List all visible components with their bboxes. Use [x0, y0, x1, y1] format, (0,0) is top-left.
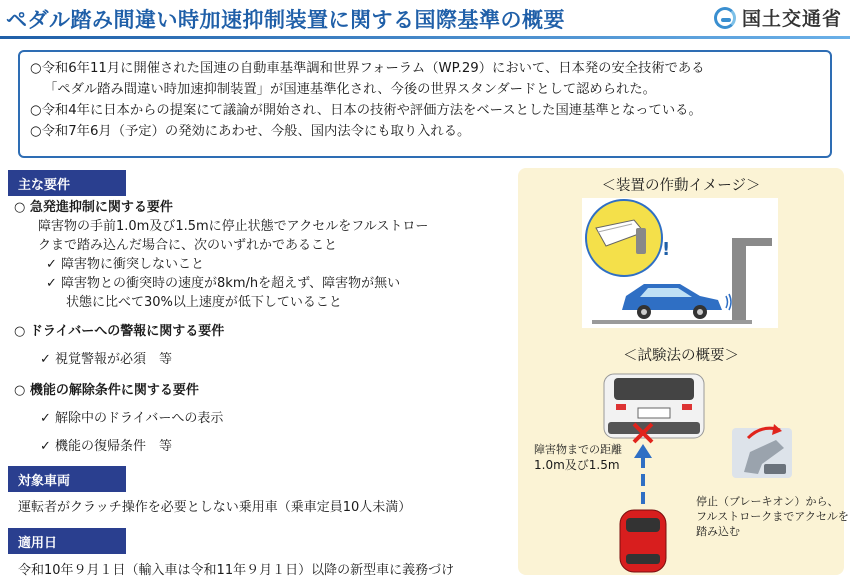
distance-label-1: 障害物までの距離 — [534, 443, 622, 456]
stop-instruction-1: 停止（ブレーキオン）から、 — [696, 495, 839, 508]
section-label-date: 適用日 — [8, 528, 126, 554]
summary-box — [18, 50, 832, 158]
summary-line-3: ○令和4年に日本からの提案にて議論が開始され、日本の技術や評価方法をベースとした国連基準となっている。 — [30, 103, 702, 118]
device-operation-illustration — [582, 198, 778, 328]
section-label-requirements: 主な要件 — [8, 170, 126, 196]
car-icon — [622, 284, 722, 319]
ministry-name: 国土交通省 — [741, 8, 842, 30]
requirement-1-desc-2: クまで踏み込んだ場合に、次のいずれかであること — [38, 238, 338, 253]
device-image-title: ＜装置の作動イメージ＞ — [601, 178, 761, 194]
ministry-logo-icon — [714, 7, 736, 29]
test-car-icon — [620, 510, 666, 572]
requirement-1-check-2: ✓ 障害物との衝突時の速度が8km/hを超えず、障害物が無い — [46, 276, 401, 291]
section-label-vehicles: 対象車両 — [8, 466, 126, 492]
sensor-wave-2 — [729, 294, 731, 310]
requirement-1-heading: ○ 急発進抑制に関する要件 — [14, 200, 173, 215]
warning-exclamation: ! — [662, 239, 671, 260]
ground-line — [592, 320, 752, 324]
stop-instruction-3: 踏み込む — [696, 525, 740, 538]
requirement-2-heading: ○ ドライバーへの警報に関する要件 — [14, 324, 225, 339]
summary-line-2: 「ペダル踏み間違い時加速抑制装置」が国連基準化され、今後の世界スタンダードとして認められた。 — [44, 82, 656, 97]
distance-arrow-icon — [634, 444, 652, 504]
header-divider — [0, 36, 850, 39]
stop-instruction-2: フルストロークまでアクセルを — [696, 510, 849, 523]
obstacle-car-icon — [604, 374, 704, 438]
requirement-1-check-1: ✓ 障害物に衝突しないこと — [46, 257, 205, 272]
application-date-text: 令和10年９月１日（輸入車は令和11年９月１日）以降の新型車に義務づけ — [18, 563, 455, 578]
requirement-2-check-1: ✓ 視覚警報が必須 等 — [40, 352, 173, 367]
illustration-panel — [518, 168, 849, 575]
requirement-3-check-2: ✓ 機能の復帰条件 等 — [40, 439, 173, 454]
ministry-brand — [714, 4, 842, 31]
test-method-illustration — [518, 368, 849, 575]
summary-line-4: ○令和7年6月（予定）の発効にあわせ、今般、国内法令にも取り入れる。 — [30, 124, 471, 139]
accelerator-press-icon — [732, 424, 792, 478]
sensor-wave-1 — [726, 296, 728, 308]
page-title: ペダル踏み間違い時加速抑制装置に関する国際基準の概要 — [6, 8, 565, 32]
wall-shape — [732, 238, 746, 322]
requirement-1-desc-1: 障害物の手前1.0m及び1.5mに停止状態でアクセルをフルストロー — [38, 219, 429, 234]
device-operation-svg — [582, 198, 778, 328]
requirement-3-check-1: ✓ 解除中のドライバーへの表示 — [40, 411, 224, 426]
test-method-title: ＜試験法の概要＞ — [623, 348, 739, 364]
distance-label-2: 1.0m及び1.5m — [534, 458, 620, 472]
pedal-foot-icon — [586, 200, 662, 276]
wall-top-shape — [732, 238, 772, 246]
summary-line-1: ○令和6年11月に開催された国連の自動車基準調和世界フォーラム（WP.29）において、日本発の安全技術である — [30, 61, 705, 76]
requirement-3-heading: ○ 機能の解除条件に関する要件 — [14, 383, 199, 398]
target-vehicles-text: 運転者がクラッチ操作を必要としない乗用車（乗車定員10人未満） — [18, 500, 412, 515]
requirement-1-check-2-cont: 状態に比べて30%以上速度が低下していること — [66, 295, 342, 310]
